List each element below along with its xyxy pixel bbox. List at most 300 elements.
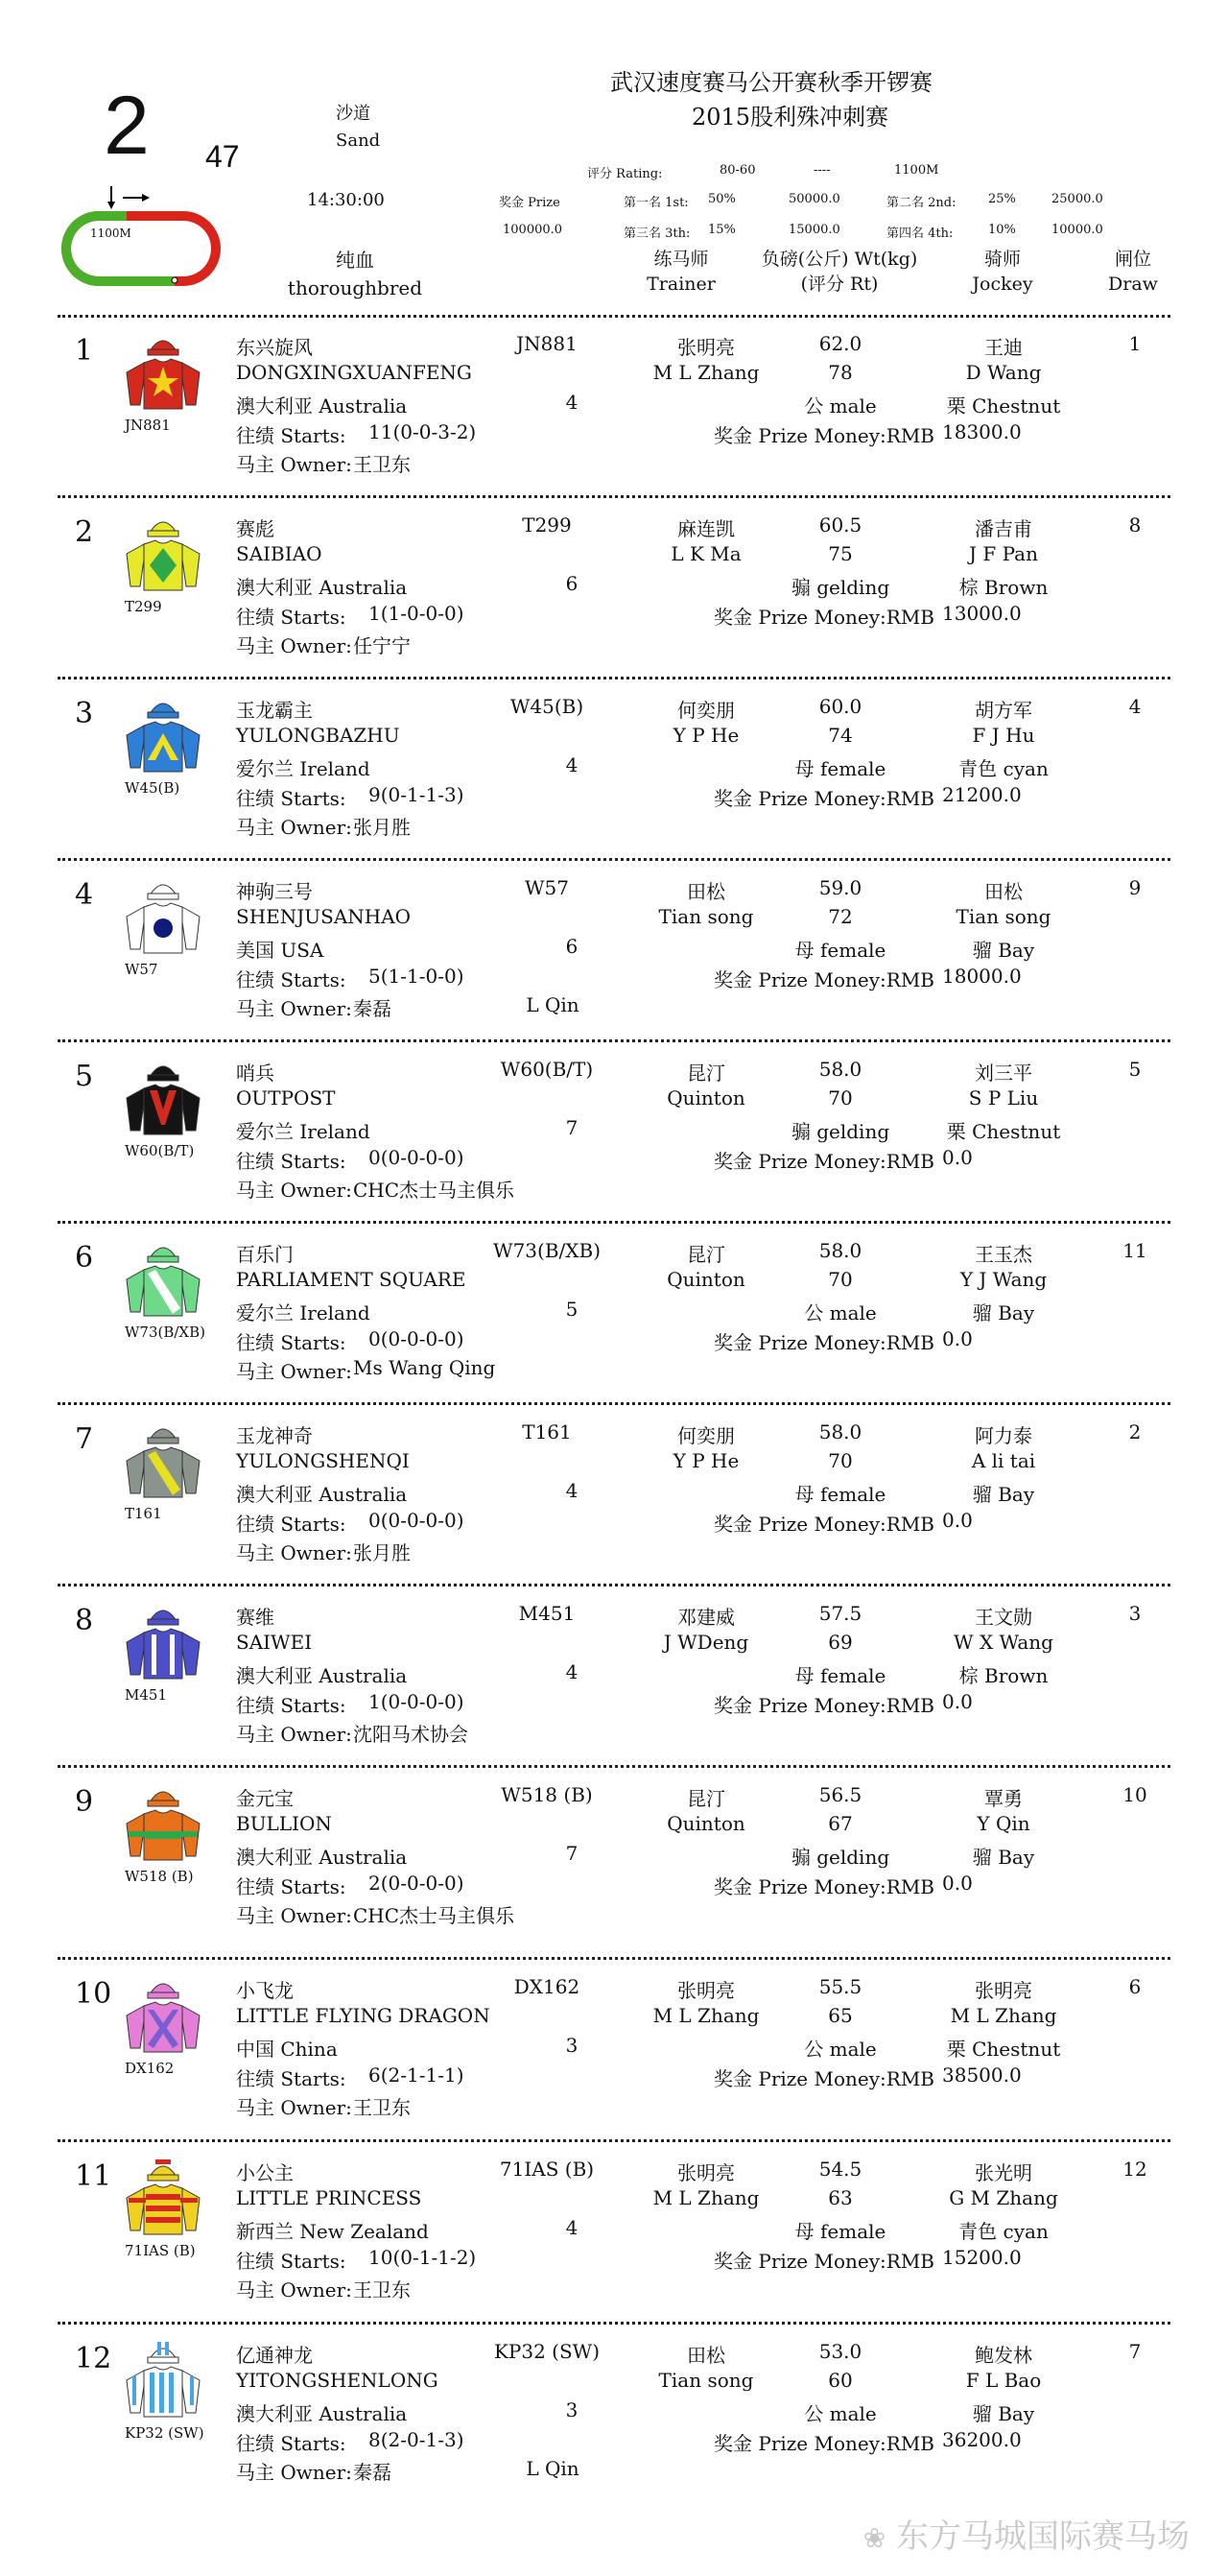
horse-name-cn: 亿通神龙 xyxy=(236,2344,313,2367)
jockey-en: S P Liu xyxy=(968,1086,1039,1109)
horse-name-cn: 玉龙霸主 xyxy=(236,699,313,722)
runner-entry xyxy=(0,1586,1228,1768)
jockey-silks-icon xyxy=(123,2156,203,2238)
silks-code: JN881 xyxy=(125,417,171,434)
owner-label: 马主 Owner: xyxy=(236,1360,352,1383)
horse-colour: 骝 Bay xyxy=(972,1483,1035,1506)
runner-entry xyxy=(0,2142,1228,2324)
owner-name: 秦磊 xyxy=(353,2461,391,2484)
horse-origin: 澳大利亚 Australia xyxy=(236,576,408,599)
jockey-silks-icon xyxy=(123,512,203,594)
trainer-cn: 张明亮 xyxy=(677,2161,735,2184)
owner-name: 秦磊 xyxy=(353,997,391,1020)
horse-code: M451 xyxy=(518,1602,576,1625)
jockey-silks-icon xyxy=(123,1056,203,1138)
rating: 72 xyxy=(828,905,853,928)
prize-money-value: 38500.0 xyxy=(942,2063,1022,2087)
horse-name-en: SHENJUSANHAO xyxy=(236,905,412,928)
second-label: 第二名 2nd: xyxy=(886,196,956,210)
owner-name: CHC杰士马主俱乐 xyxy=(353,1904,515,1927)
jockey-cn: 张明亮 xyxy=(975,1979,1032,2002)
horse-code: W45(B) xyxy=(509,695,584,718)
owner-label: 马主 Owner: xyxy=(236,816,352,839)
draw-number: 4 xyxy=(1128,695,1142,718)
trainer-cn: 邓建威 xyxy=(677,1606,735,1629)
horse-age: 5 xyxy=(565,1298,579,1321)
runner-number: 4 xyxy=(75,878,94,912)
trainer-en: Quinton xyxy=(667,1086,745,1109)
runner-number: 1 xyxy=(75,334,94,368)
rating: 70 xyxy=(828,1086,853,1109)
horse-colour: 骝 Bay xyxy=(972,2402,1035,2425)
col-draw xyxy=(1090,248,1176,297)
runner-entry xyxy=(0,2325,1228,2506)
trainer-en: Y P He xyxy=(673,1449,740,1472)
rating: 69 xyxy=(828,1631,853,1654)
starts-label: 往绩 Starts: xyxy=(236,606,346,629)
starts-label: 往绩 Starts: xyxy=(236,2067,346,2090)
runner-entry xyxy=(0,1405,1228,1586)
carried-weight: 58.0 xyxy=(818,1420,862,1443)
col-weight-en: (评分 Rt) xyxy=(800,273,879,295)
trainer-en: L K Ma xyxy=(671,542,742,565)
horse-age: 4 xyxy=(565,1479,579,1502)
entry-divider xyxy=(58,1221,1170,1224)
starts-record: 0(0-0-0-0) xyxy=(368,1146,464,1169)
starts-label: 往绩 Starts: xyxy=(236,968,346,991)
horse-age: 4 xyxy=(565,753,579,776)
rating-label: 评分 Rating: xyxy=(587,167,663,181)
runner-entry xyxy=(0,861,1228,1042)
runner-entry xyxy=(0,1768,1228,1949)
horse-colour: 骝 Bay xyxy=(972,1301,1035,1324)
jockey-cn: 覃勇 xyxy=(984,1787,1023,1810)
horse-name-cn: 东兴旋风 xyxy=(236,336,313,359)
jockey-silks-icon xyxy=(123,1419,203,1501)
prize-money-label: 奖金 Prize Money:RMB xyxy=(714,2067,935,2090)
owner-label: 马主 Owner: xyxy=(236,1541,352,1564)
prize-money-label: 奖金 Prize Money:RMB xyxy=(714,1150,935,1173)
horse-colour: 棕 Brown xyxy=(958,576,1049,599)
trainer-cn: 昆汀 xyxy=(687,1787,725,1810)
runner-entry xyxy=(0,1042,1228,1224)
prize-money-value: 13000.0 xyxy=(942,602,1022,625)
starts-record: 1(1-0-0-0) xyxy=(368,602,464,625)
starts-record: 10(0-1-1-2) xyxy=(368,2246,477,2269)
carried-weight: 57.5 xyxy=(818,1602,862,1625)
runner-number: 12 xyxy=(75,2342,112,2375)
prize-money-value: 15200.0 xyxy=(942,2246,1022,2269)
runner-number: 3 xyxy=(75,697,94,730)
draw-number: 11 xyxy=(1122,1239,1147,1262)
race-time: 14:30:00 xyxy=(307,190,385,210)
owner-name: Ms Wang Qing xyxy=(353,1356,496,1379)
horse-sex: 母 female xyxy=(794,939,886,962)
horse-name-cn: 神驹三号 xyxy=(236,880,313,903)
owner-label: 马主 Owner: xyxy=(236,2461,352,2484)
race-number: 2 xyxy=(104,80,150,172)
trainer-cn: 田松 xyxy=(687,2344,725,2367)
jockey-cn: 阿力泰 xyxy=(975,1424,1032,1447)
runner-entry xyxy=(0,1224,1228,1405)
jockey-cn: 王玉杰 xyxy=(975,1243,1032,1266)
jockey-en: M L Zhang xyxy=(950,2004,1057,2027)
col-jockey-cn: 骑师 xyxy=(983,249,1021,270)
horse-name-cn: 小公主 xyxy=(236,2161,294,2184)
surface-en: Sand xyxy=(336,131,381,151)
jockey-en: F J Hu xyxy=(972,724,1035,747)
horse-colour: 骝 Bay xyxy=(972,1846,1035,1869)
prize-money-label: 奖金 Prize Money:RMB xyxy=(714,1875,935,1898)
trainer-cn: 何奕朋 xyxy=(677,1424,735,1447)
horse-name-en: DONGXINGXUANFENG xyxy=(236,361,472,384)
prize-money-value: 0.0 xyxy=(942,1690,973,1713)
jockey-en: Y Qin xyxy=(977,1812,1030,1835)
horse-sex: 骟 gelding xyxy=(791,1120,890,1143)
prize-money-label: 奖金 Prize Money:RMB xyxy=(714,1694,935,1717)
runner-number: 9 xyxy=(75,1785,94,1819)
entry-divider xyxy=(58,1765,1170,1768)
jockey-cn: 胡方军 xyxy=(975,699,1032,722)
col-trainer xyxy=(624,248,739,297)
jockey-en: G M Zhang xyxy=(949,2186,1058,2209)
jockey-silks-icon xyxy=(123,2338,203,2421)
jockey-cn: 张光明 xyxy=(975,2161,1032,2184)
trainer-en: Quinton xyxy=(667,1812,745,1835)
entry-divider xyxy=(58,1039,1170,1042)
horse-colour: 棕 Brown xyxy=(958,1664,1049,1687)
draw-number: 12 xyxy=(1122,2158,1147,2181)
jockey-cn: 鲍发林 xyxy=(975,2344,1032,2367)
entry-divider xyxy=(58,1584,1170,1586)
prize-money-label: 奖金 Prize Money:RMB xyxy=(714,787,935,810)
starts-label: 往绩 Starts: xyxy=(236,1150,346,1173)
horse-sex: 公 male xyxy=(804,394,877,417)
jockey-silks-icon xyxy=(123,874,203,957)
horse-name-en: OUTPOST xyxy=(236,1086,336,1109)
silks-code: W57 xyxy=(125,961,158,978)
draw-number: 7 xyxy=(1128,2340,1142,2363)
trainer-cn: 昆汀 xyxy=(687,1243,725,1266)
jockey-en: F L Bao xyxy=(965,2369,1042,2392)
col-trainer-cn: 练马师 xyxy=(653,249,709,270)
prize-money-label: 奖金 Prize Money:RMB xyxy=(714,606,935,629)
third-label: 第三名 3th: xyxy=(624,227,691,241)
horse-age: 3 xyxy=(565,2398,579,2421)
jockey-silks-icon xyxy=(123,1781,203,1864)
trainer-cn: 田松 xyxy=(687,880,725,903)
jockey-en: J F Pan xyxy=(969,542,1038,565)
col-trainer-en: Trainer xyxy=(647,273,716,295)
horse-colour: 青色 cyan xyxy=(958,757,1049,780)
horse-origin: 澳大利亚 Australia xyxy=(236,1846,408,1869)
runner-number: 10 xyxy=(75,1977,112,2011)
jockey-cn: 潘吉甫 xyxy=(975,517,1032,540)
silks-code: T161 xyxy=(125,1505,162,1522)
jockey-en: W X Wang xyxy=(954,1631,1053,1654)
horse-sex: 公 male xyxy=(804,1301,877,1324)
trainer-en: Y P He xyxy=(673,724,740,747)
entry-divider xyxy=(58,495,1170,498)
horse-sex: 母 female xyxy=(794,1483,886,1506)
horse-name-en: LITTLE FLYING DRAGON xyxy=(236,2004,490,2027)
prize-money-value: 18000.0 xyxy=(942,965,1022,988)
trainer-cn: 昆汀 xyxy=(687,1061,725,1085)
jockey-en: D Wang xyxy=(965,361,1042,384)
owner-label: 马主 Owner: xyxy=(236,1723,352,1746)
starts-record: 6(2-1-1-1) xyxy=(368,2063,464,2087)
owner-label: 马主 Owner: xyxy=(236,634,352,657)
carried-weight: 54.5 xyxy=(818,2158,862,2181)
runner-number: 2 xyxy=(75,515,94,549)
owner-label: 马主 Owner: xyxy=(236,1904,352,1927)
draw-number: 3 xyxy=(1128,1602,1142,1625)
horse-name-en: PARLIAMENT SQUARE xyxy=(236,1268,466,1291)
owner-name: 沈阳马术协会 xyxy=(353,1723,468,1746)
trainer-cn: 张明亮 xyxy=(677,1979,735,2002)
entry-divider xyxy=(58,1957,1170,1960)
jockey-cn: 刘三平 xyxy=(975,1061,1032,1085)
rating-dashes: ---- xyxy=(814,163,831,178)
horse-age: 7 xyxy=(565,1116,579,1139)
horse-name-cn: 赛彪 xyxy=(236,517,274,540)
runner-number: 8 xyxy=(75,1604,94,1637)
horse-colour: 青色 cyan xyxy=(958,2220,1049,2243)
entry-divider xyxy=(58,1402,1170,1405)
horse-code: W73(B/XB) xyxy=(493,1239,601,1262)
jockey-silks-icon xyxy=(123,1973,203,2056)
horse-code: W518 (B) xyxy=(501,1783,593,1806)
horse-origin: 澳大利亚 Australia xyxy=(236,1664,408,1687)
horse-origin: 澳大利亚 Australia xyxy=(236,394,408,417)
jockey-silks-icon xyxy=(123,1237,203,1320)
entry-divider xyxy=(58,858,1170,861)
entry-divider xyxy=(58,2139,1170,2142)
rating: 78 xyxy=(828,361,853,384)
rating: 74 xyxy=(828,724,853,747)
carried-weight: 58.0 xyxy=(818,1058,862,1081)
runner-entry xyxy=(0,317,1228,498)
owner-name: 王卫东 xyxy=(353,2278,411,2302)
draw-number: 9 xyxy=(1128,876,1142,899)
silks-code: KP32 (SW) xyxy=(125,2424,204,2442)
horse-origin: 澳大利亚 Australia xyxy=(236,1483,408,1506)
starts-label: 往绩 Starts: xyxy=(236,2250,346,2273)
trainer-cn: 何奕朋 xyxy=(677,699,735,722)
starts-record: 2(0-0-0-0) xyxy=(368,1872,464,1895)
owner-name-en: L Qin xyxy=(526,2457,579,2480)
starts-record: 8(2-0-1-3) xyxy=(368,2428,464,2451)
track-distance-label: 1100M xyxy=(90,227,131,240)
jockey-silks-icon xyxy=(123,1600,203,1682)
starts-label: 往绩 Starts: xyxy=(236,1694,346,1717)
owner-name: 张月胜 xyxy=(353,1541,411,1564)
prize-money-label: 奖金 Prize Money:RMB xyxy=(714,968,935,991)
horse-name-cn: 哨兵 xyxy=(236,1061,274,1085)
silks-code: T299 xyxy=(125,598,162,615)
carried-weight: 62.0 xyxy=(818,332,862,355)
surface-cn: 沙道 xyxy=(336,104,370,124)
prize-money-value: 0.0 xyxy=(942,1509,973,1532)
carried-weight: 60.5 xyxy=(818,513,862,537)
race-title-sub: 2015股利殊冲刺赛 xyxy=(692,104,889,131)
owner-label: 马主 Owner: xyxy=(236,453,352,476)
trainer-cn: 张明亮 xyxy=(677,336,735,359)
draw-number: 10 xyxy=(1122,1783,1147,1806)
owner-name: 任宁宁 xyxy=(353,634,411,657)
horse-name-cn: 金元宝 xyxy=(236,1787,294,1810)
horse-name-en: YITONGSHENLONG xyxy=(236,2369,438,2392)
owner-name: 王卫东 xyxy=(353,453,411,476)
horse-name-en: SAIBIAO xyxy=(236,542,322,565)
entry-divider xyxy=(58,2322,1170,2325)
starts-label: 往绩 Starts: xyxy=(236,1331,346,1354)
owner-name-en: L Qin xyxy=(526,993,579,1016)
jockey-cn: 王迪 xyxy=(984,336,1023,359)
horse-code: T299 xyxy=(522,513,572,537)
horse-origin: 澳大利亚 Australia xyxy=(236,2402,408,2425)
horse-age: 4 xyxy=(565,1660,579,1683)
first-pct: 50% xyxy=(708,192,736,206)
horse-code: KP32 (SW) xyxy=(493,2340,601,2363)
third-amount: 15000.0 xyxy=(789,223,840,237)
prize-money-label: 奖金 Prize Money:RMB xyxy=(714,1331,935,1354)
wechat-icon: ❀ xyxy=(862,2522,886,2554)
first-label: 第一名 1st: xyxy=(624,196,689,210)
breed-en: thoroughbred xyxy=(287,276,423,299)
horse-origin: 中国 China xyxy=(236,2038,338,2061)
carried-weight: 60.0 xyxy=(818,695,862,718)
prize-money-label: 奖金 Prize Money:RMB xyxy=(714,424,935,447)
prize-money-value: 0.0 xyxy=(942,1146,973,1169)
horse-sex: 公 male xyxy=(804,2402,877,2425)
race-title-cn: 武汉速度赛马公开赛秋季开锣赛 xyxy=(610,69,933,96)
jockey-en: A li tai xyxy=(971,1449,1036,1472)
horse-name-en: BULLION xyxy=(236,1812,332,1835)
horse-name-cn: 玉龙神奇 xyxy=(236,1424,313,1447)
prize-money-value: 18300.0 xyxy=(942,420,1022,443)
trainer-en: J WDeng xyxy=(663,1631,749,1654)
prize-money-value: 0.0 xyxy=(942,1327,973,1350)
col-jockey-en: Jockey xyxy=(972,273,1033,295)
horse-name-en: LITTLE PRINCESS xyxy=(236,2186,422,2209)
breed-cn: 纯血 xyxy=(336,249,374,272)
horse-origin: 爱尔兰 Ireland xyxy=(236,1120,370,1143)
owner-name: 张月胜 xyxy=(353,816,411,839)
horse-age: 7 xyxy=(565,1842,579,1865)
third-pct: 15% xyxy=(708,223,736,237)
horse-age: 4 xyxy=(565,2216,579,2239)
rating: 63 xyxy=(828,2186,853,2209)
track-diagram xyxy=(59,184,223,290)
horse-colour: 栗 Chestnut xyxy=(946,2038,1061,2061)
horse-name-en: YULONGSHENQI xyxy=(236,1449,410,1472)
jockey-en: Tian song xyxy=(956,905,1051,928)
col-draw-en: Draw xyxy=(1108,273,1158,295)
horse-code: JN881 xyxy=(516,332,578,355)
horse-name-cn: 百乐门 xyxy=(236,1243,294,1266)
starts-label: 往绩 Starts: xyxy=(236,2432,346,2455)
runner-entry xyxy=(0,498,1228,680)
draw-number: 1 xyxy=(1128,332,1142,355)
silks-code: W518 (B) xyxy=(125,1868,194,1885)
horse-origin: 美国 USA xyxy=(236,939,324,962)
owner-label: 马主 Owner: xyxy=(236,2278,352,2302)
first-amount: 50000.0 xyxy=(789,192,840,206)
col-draw-cn: 闸位 xyxy=(1114,249,1151,270)
prize-label: 奖金 Prize xyxy=(499,196,560,210)
silks-code: 71IAS (B) xyxy=(125,2242,196,2259)
draw-number: 5 xyxy=(1128,1058,1142,1081)
draw-number: 8 xyxy=(1128,513,1142,537)
horse-sex: 母 female xyxy=(794,757,886,780)
rating: 70 xyxy=(828,1268,853,1291)
col-weight-cn: 负磅(公斤) Wt(kg) xyxy=(761,249,918,270)
rating: 75 xyxy=(828,542,853,565)
col-jockey xyxy=(950,248,1055,297)
top-weight: 47 xyxy=(205,139,240,174)
draw-number: 6 xyxy=(1128,1975,1142,1998)
starts-label: 往绩 Starts: xyxy=(236,1513,346,1536)
jockey-en: Y J Wang xyxy=(959,1268,1048,1291)
horse-age: 6 xyxy=(565,935,579,958)
trainer-en: M L Zhang xyxy=(652,2004,760,2027)
owner-label: 马主 Owner: xyxy=(236,2096,352,2119)
silks-code: DX162 xyxy=(125,2060,175,2077)
carried-weight: 55.5 xyxy=(818,1975,862,1998)
fourth-label: 第四名 4th: xyxy=(886,227,954,241)
jockey-cn: 田松 xyxy=(984,880,1023,903)
starts-record: 0(0-0-0-0) xyxy=(368,1509,464,1532)
rating: 70 xyxy=(828,1449,853,1472)
horse-origin: 爱尔兰 Ireland xyxy=(236,757,370,780)
runner-number: 6 xyxy=(75,1241,94,1275)
runner-entry xyxy=(0,680,1228,861)
starts-label: 往绩 Starts: xyxy=(236,1875,346,1898)
carried-weight: 53.0 xyxy=(818,2340,862,2363)
prize-money-label: 奖金 Prize Money:RMB xyxy=(714,2250,935,2273)
horse-code: W60(B/T) xyxy=(500,1058,594,1081)
rating: 60 xyxy=(828,2369,853,2392)
horse-sex: 母 female xyxy=(794,1664,886,1687)
owner-name: CHC杰士马主俱乐 xyxy=(353,1179,515,1202)
starts-record: 0(0-0-0-0) xyxy=(368,1327,464,1350)
prize-total: 100000.0 xyxy=(503,223,563,237)
starts-record: 5(1-1-0-0) xyxy=(368,965,464,988)
horse-name-cn: 赛维 xyxy=(236,1606,274,1629)
rating: 65 xyxy=(828,2004,853,2027)
horse-code: DX162 xyxy=(513,1975,580,1998)
trainer-en: Tian song xyxy=(658,905,754,928)
prize-money-value: 36200.0 xyxy=(942,2428,1022,2451)
starts-label: 往绩 Starts: xyxy=(236,787,346,810)
col-weight xyxy=(748,248,931,297)
trainer-cn: 麻连凯 xyxy=(677,517,735,540)
horse-origin: 新西兰 New Zealand xyxy=(236,2220,429,2243)
starts-record: 1(0-0-0-0) xyxy=(368,1690,464,1713)
owner-name: 王卫东 xyxy=(353,2096,411,2119)
horse-sex: 公 male xyxy=(804,2038,877,2061)
runner-entry xyxy=(0,1960,1228,2141)
rating: 67 xyxy=(828,1812,853,1835)
footer-logo xyxy=(863,2510,1190,2557)
runner-number: 5 xyxy=(75,1060,94,1093)
horse-code: T161 xyxy=(522,1420,572,1443)
jockey-cn: 王文勋 xyxy=(975,1606,1032,1629)
footer-logo-text: 东方马城国际赛马场 xyxy=(896,2517,1190,2556)
carried-weight: 56.5 xyxy=(818,1783,862,1806)
owner-label: 马主 Owner: xyxy=(236,1179,352,1202)
